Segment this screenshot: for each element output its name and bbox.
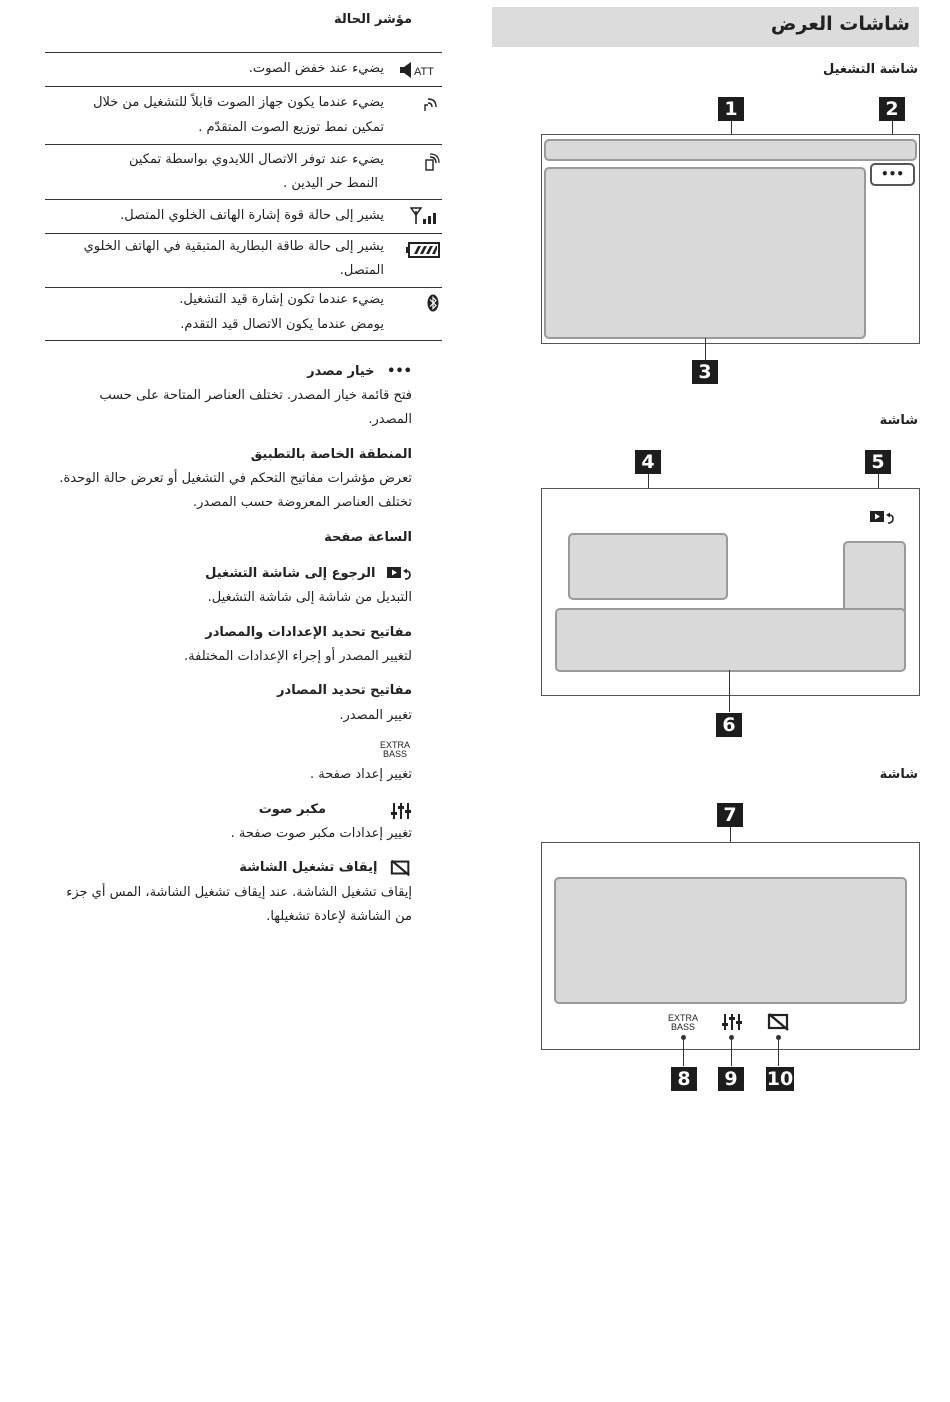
leader-line-6 bbox=[729, 670, 730, 712]
status-row-6-line2: يومض عندما يكون الاتصال قيد التقدم. bbox=[180, 317, 384, 332]
section-title: شاشات العرض bbox=[770, 13, 910, 35]
screen-label-playback: شاشة التشغيل bbox=[823, 62, 918, 77]
extra-bass-icon-small bbox=[380, 741, 410, 759]
more-options-button[interactable]: ••• bbox=[870, 163, 915, 186]
app-area-text-1: تعرض مؤشرات مفاتيح التحكم في التشغيل أو تعرض حالة الوحدة. bbox=[59, 471, 412, 486]
status-row-2-line2: تمكين نمط توزيع الصوت المتقدّم . bbox=[198, 120, 384, 135]
status-divider-0 bbox=[45, 52, 442, 53]
status-divider-6 bbox=[45, 340, 442, 341]
callout-6: 6 bbox=[716, 713, 742, 737]
callout-7: 7 bbox=[717, 803, 743, 827]
status-row-3-line1: يضيء عند توفر الاتصال اللايدوي بواسطة تمكين bbox=[128, 152, 384, 167]
back-to-playback-icon[interactable] bbox=[869, 510, 895, 526]
screen-off-title-text: إيقاف تشغيل الشاشة bbox=[239, 860, 378, 875]
back-text: التبديل من شاشة إلى شاشة التشغيل. bbox=[207, 590, 412, 605]
equalizer-icon-small bbox=[390, 802, 412, 820]
extra-bass-line1: EXTRA bbox=[667, 1013, 698, 1023]
leader-line-3 bbox=[705, 338, 706, 360]
extra-bass-icon[interactable] bbox=[666, 1014, 700, 1032]
source-option-title bbox=[307, 360, 412, 384]
status-row-4-text: يشير إلى حالة قوة إشارة الهاتف الخلوي المتصل. bbox=[120, 208, 384, 223]
settings-keys-text: لتغيير المصدر أو إجراء الإعدادات المختلفة. bbox=[184, 649, 412, 664]
source-keys-area bbox=[554, 877, 907, 1004]
callout-9: 9 bbox=[718, 1067, 744, 1091]
eq-text: تغيير إعدادات مكبر صوت صفحة . bbox=[230, 826, 412, 841]
status-divider-3 bbox=[45, 199, 442, 200]
status-row-1-text: يضيء عند خفض الصوت. bbox=[248, 61, 384, 76]
source-option-text-1: فتح قائمة خيار المصدر. تختلف العناصر المتاحة على حسب bbox=[99, 388, 412, 403]
screen-label-2: شاشة bbox=[879, 413, 918, 428]
screen-off-title bbox=[239, 856, 412, 880]
clock-area bbox=[568, 533, 728, 600]
leader-line-8 bbox=[683, 1038, 684, 1066]
svg-text:ATT: ATT bbox=[414, 66, 434, 78]
settings-source-keys-area bbox=[555, 608, 906, 672]
screen-off-text-2: من الشاشة لإعادة تشغيلها. bbox=[266, 909, 412, 924]
status-divider-4 bbox=[45, 233, 442, 234]
extra-bass-line2: BASS bbox=[670, 1022, 695, 1032]
battery-icon bbox=[405, 241, 441, 259]
screen-label-3: شاشة bbox=[879, 767, 918, 782]
status-row-6-line1: يضيء عندما تكون إشارة قيد التشغيل. bbox=[179, 292, 384, 307]
status-row-2-line1: يضيء عندما يكون جهاز الصوت قابلاً للتشغيل من خلال bbox=[93, 95, 384, 110]
extra-bass-small-line1: EXTRA bbox=[380, 740, 411, 750]
callout-2: 2 bbox=[879, 97, 905, 121]
audio-sharing-icon bbox=[422, 95, 438, 113]
callout-10: 10 bbox=[766, 1068, 794, 1090]
source-keys-area-top bbox=[843, 541, 906, 615]
callout-1: 1 bbox=[718, 97, 744, 121]
leader-line-9 bbox=[731, 1038, 732, 1066]
more-dots-icon: ••• bbox=[387, 364, 412, 379]
bluetooth-icon bbox=[427, 294, 439, 312]
speaker-att-icon bbox=[399, 61, 441, 79]
eq-title: مكبر صوت bbox=[258, 802, 326, 817]
source-keys-text: تغيير المصدر. bbox=[339, 708, 412, 723]
callout-8: 8 bbox=[671, 1067, 697, 1091]
playback-content-area bbox=[544, 167, 866, 339]
source-keys-title: مفاتيح تحديد المصادر bbox=[277, 683, 412, 698]
source-option-text-2: المصدر. bbox=[368, 412, 412, 427]
wireless-phone-icon bbox=[424, 153, 440, 171]
app-area-text-2: تختلف العناصر المعروضة حسب المصدر. bbox=[193, 495, 412, 510]
screen-off-text-1: إيقاف تشغيل الشاشة. عند إيقاف تشغيل الشاشة، المس أي جزء bbox=[66, 885, 412, 900]
status-divider-1 bbox=[45, 86, 442, 87]
source-option-title-text: خيار مصدر bbox=[307, 364, 375, 379]
settings-keys-title: مفاتيح تحديد الإعدادات والمصادر bbox=[205, 625, 412, 640]
equalizer-icon[interactable] bbox=[721, 1013, 743, 1031]
callout-5: 5 bbox=[865, 450, 891, 474]
status-row-5-line2: المتصل. bbox=[339, 263, 384, 278]
clock-title: الساعة صفحة bbox=[324, 530, 412, 545]
screen-off-icon-small bbox=[390, 859, 412, 877]
callout-3: 3 bbox=[692, 360, 718, 384]
back-title-text: الرجوع إلى شاشة التشغيل bbox=[205, 566, 376, 581]
status-row-3-line2: النمط حر اليدين . bbox=[283, 176, 378, 191]
playback-top-bar bbox=[544, 139, 917, 161]
back-to-playback-icon-small bbox=[386, 566, 412, 582]
screen-off-icon[interactable] bbox=[767, 1013, 791, 1031]
extra-bass-text: تغيير إعداد صفحة . bbox=[309, 767, 412, 782]
signal-strength-icon bbox=[410, 207, 438, 225]
status-row-5-line1: يشير إلى حالة طاقة البطارية المتبقية في الهاتف الخلوي bbox=[83, 239, 384, 254]
back-title bbox=[205, 562, 412, 586]
extra-bass-small-line2: BASS bbox=[382, 749, 407, 759]
app-area-title: المنطقة الخاصة بالتطبيق bbox=[250, 447, 412, 462]
status-divider-2 bbox=[45, 144, 442, 145]
status-indicator-heading: مؤشر الحالة bbox=[334, 12, 412, 27]
leader-line-10 bbox=[778, 1038, 779, 1066]
callout-4: 4 bbox=[635, 450, 661, 474]
